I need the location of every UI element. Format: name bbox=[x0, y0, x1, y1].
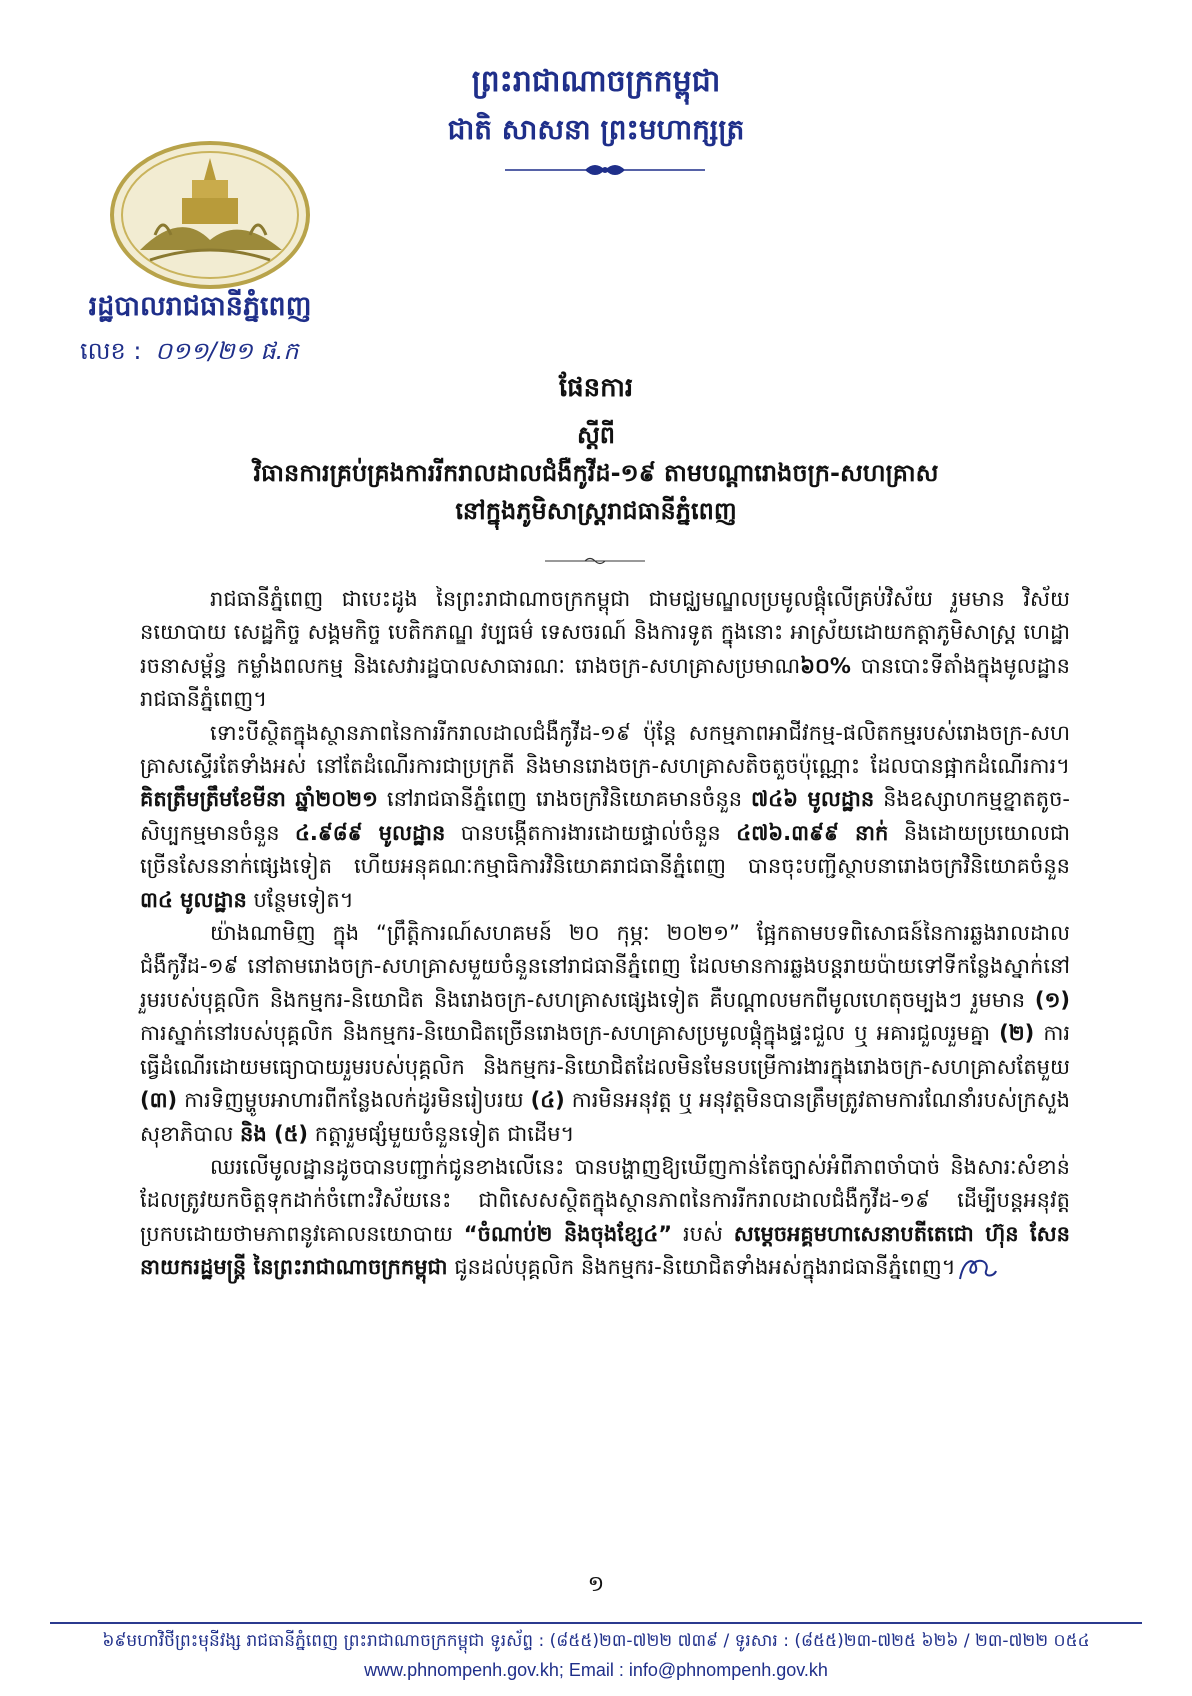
document-title-block bbox=[0, 368, 1192, 531]
footer-divider bbox=[50, 1622, 1142, 1624]
footer-contact: www.phnompenh.gov.kh; Email : info@phnompenh.gov.kh bbox=[364, 1660, 828, 1680]
document-type: ផែនការ bbox=[558, 373, 634, 403]
initials-signature-icon bbox=[956, 1253, 998, 1283]
kingdom-header: ព្រះរាជាណាចក្រកម្ពុជា bbox=[471, 64, 721, 99]
paragraph-4: ឈរលើមូលដ្ឋានដូចបានបញ្ជាក់ជូនខាងលើនេះ បានបង្ហាញឱ្យឃើញកាន់តែច្បាស់អំពីភាពចាំបាច់ និងសារៈសំខាន់ដែលត្រូវយកចិត្តទុកដាក់ចំពោះវិស័យនេះ ជាពិសេសស្ថិតក្នុងស្ថានភាពនៃការរីករាលដាលជំងឺកូវីដ-១៩ ដើម្បីបន្តអនុវត្តប្រកបដោយថាមភាពនូវគោលនយោបាយ “ចំណាប់២ និងចុងខ្សែ៤” របស់ សម្តេចអគ្គមហាសេនាបតីតេជោ ហ៊ុន សែន នាយករដ្ឋមន្ត្រី នៃព្រះរាជាណាចក្រកម្ពុជា ជូនដល់បុគ្គលិក និងកម្មករ-និយោជិតទាំងអស់ក្នុងរាជធានីភ្នំពេញ។ bbox=[140, 1151, 1070, 1285]
title-subject-line1: វិធានការគ្រប់គ្រងការរីករាលដាលជំងឺកូវីដ-១៩ តាមបណ្តារោងចក្រ-សហគ្រាស bbox=[253, 458, 939, 487]
title-subject-line2: នៅក្នុងភូមិសាស្ត្ររាជធានីភ្នំពេញ bbox=[455, 497, 737, 526]
paragraph-3: យ៉ាងណាមិញ ក្នុង “ព្រឹត្តិការណ៍សហគមន៍ ២០ កុម្ភៈ ២០២១” ផ្អែកតាមបទពិសោធន៍នៃការឆ្លងរាលដាលជំងឺកូវីដ-១៩ នៅតាមរោងចក្រ-សហគ្រាសមួយចំនួននៅរាជធានីភ្នំពេញ ដែលមានការឆ្លងបន្តរាយប៉ាយទៅទីកន្លែងស្នាក់នៅរួមរបស់បុគ្គលិក និងកម្មករ-និយោជិត និងរោងចក្រ-សហគ្រាសផ្សេងទៀត គឺបណ្តាលមកពីមូលហេតុចម្បងៗ រួមមាន (១) ការស្នាក់នៅរបស់បុគ្គលិក និងកម្មករ-និយោជិតច្រើនរោងចក្រ-សហគ្រាសប្រមូលផ្តុំក្នុងផ្ទះជួល ឬ អគារជួលរួមគ្នា (២) ការធ្វើដំណើរដោយមធ្យោបាយរួមរបស់បុគ្គលិក និងកម្មករ-និយោជិតដែលមិនមែនបម្រើការងារក្នុងរោងចក្រ-សហគ្រាសតែមួយ (៣) ការទិញម្ហូបអាហារពីកន្លែងលក់ដូរមិនរៀបរយ (៤) ការមិនអនុវត្ត ឬ អនុវត្តមិនបានត្រឹមត្រូវតាមការណែនាំរបស់ក្រសួងសុខាភិបាល និង (៥) កត្តារួមផ្សំមួយចំនួនទៀត ជាដើម។ bbox=[140, 921, 1071, 1146]
footer-address: ៦៩មហាវិថីព្រះមុនីវង្ស រាជធានីភ្នំពេញ ព្រះរាជាណាចក្រកម្ពុជា ទូរស័ព្ទ : (៨៥៥)២៣-៧២២ ៧៣៩ / ទូរសារ : (៨៥៥)២៣-៧២៥ ៦២៦ / ២៣-៧២២ ០៥៤ bbox=[102, 1631, 1090, 1651]
document-body bbox=[140, 583, 1070, 1285]
reference-value: ០១១/២១ ផ.ក bbox=[155, 337, 299, 365]
national-motto: ជាតិ សាសនា ព្រះមហាក្សត្រ bbox=[447, 113, 745, 146]
issuer-name: រដ្ឋបាលរាជធានីភ្នំពេញ bbox=[88, 291, 312, 322]
page-number: ១ bbox=[587, 1572, 605, 1597]
reference-label: លេខ : bbox=[80, 337, 142, 365]
title-about: ស្តីពី bbox=[576, 420, 616, 449]
paragraph-1: រាជធានីភ្នំពេញ ជាបេះដូង នៃព្រះរាជាណាចក្រកម្ពុជា ជាមជ្ឈមណ្ឌលប្រមូលផ្តុំលើគ្រប់វិស័យ រួមមាន វិស័យនយោបាយ សេដ្ឋកិច្ច សង្គមកិច្ច បេតិកភណ្ឌ វប្បធម៌ ទេសចរណ៍ និងការទូត ក្នុងនោះ អាស្រ័យដោយកត្តាភូមិសាស្ត្រ ហេដ្ឋារចនាសម្ព័ន្ធ កម្លាំងពលកម្ម និងសេវារដ្ឋបាលសាធារណៈ រោងចក្រ-សហគ្រាសប្រមាណ៦០% បានបោះទីតាំងក្នុងមូលដ្ឋានរាជធានីភ្នំពេញ។ bbox=[140, 587, 1070, 712]
title-divider-icon bbox=[545, 554, 645, 568]
reference-number bbox=[80, 336, 299, 371]
phnom-penh-seal-icon bbox=[110, 140, 310, 290]
paragraph-2: ទោះបីស្ថិតក្នុងស្ថានភាពនៃការរីករាលដាលជំងឺកូវីដ-១៩ ប៉ុន្តែ សកម្មភាពអាជីវកម្ម-ផលិតកម្មរបស់រោងចក្រ-សហគ្រាសស្ទើរតែទាំងអស់ នៅតែដំណើរការជាប្រក្រតី និងមានរោងចក្រ-សហគ្រាសតិចតួចប៉ុណ្ណោះ ដែលបានផ្អាកដំណើរការ។ គិតត្រឹមត្រឹមខែមីនា ឆ្នាំ២០២១ នៅរាជធានីភ្នំពេញ រោងចក្រវិនិយោគមានចំនួន ៧៤៦ មូលដ្ឋាន និងឧស្សាហកម្មខ្នាតតូច-សិប្បកម្មមានចំនួន ៤.៩៨៩ មូលដ្ឋាន បានបង្កើតការងារដោយផ្ទាល់ចំនួន ៤៧៦.៣៩៩ នាក់ និងដោយប្រយោលជាច្រើនសែននាក់ផ្សេងទៀត ហើយអនុគណៈកម្មាធិការវិនិយោគរាជធានីភ្នំពេញ បានចុះបញ្ជីស្ថាបនារោងចក្រវិនិយោគចំនួន ៣៤ មូលដ្ឋាន បន្ថែមទៀត។ bbox=[140, 720, 1070, 912]
header-ornament-icon bbox=[505, 158, 705, 182]
